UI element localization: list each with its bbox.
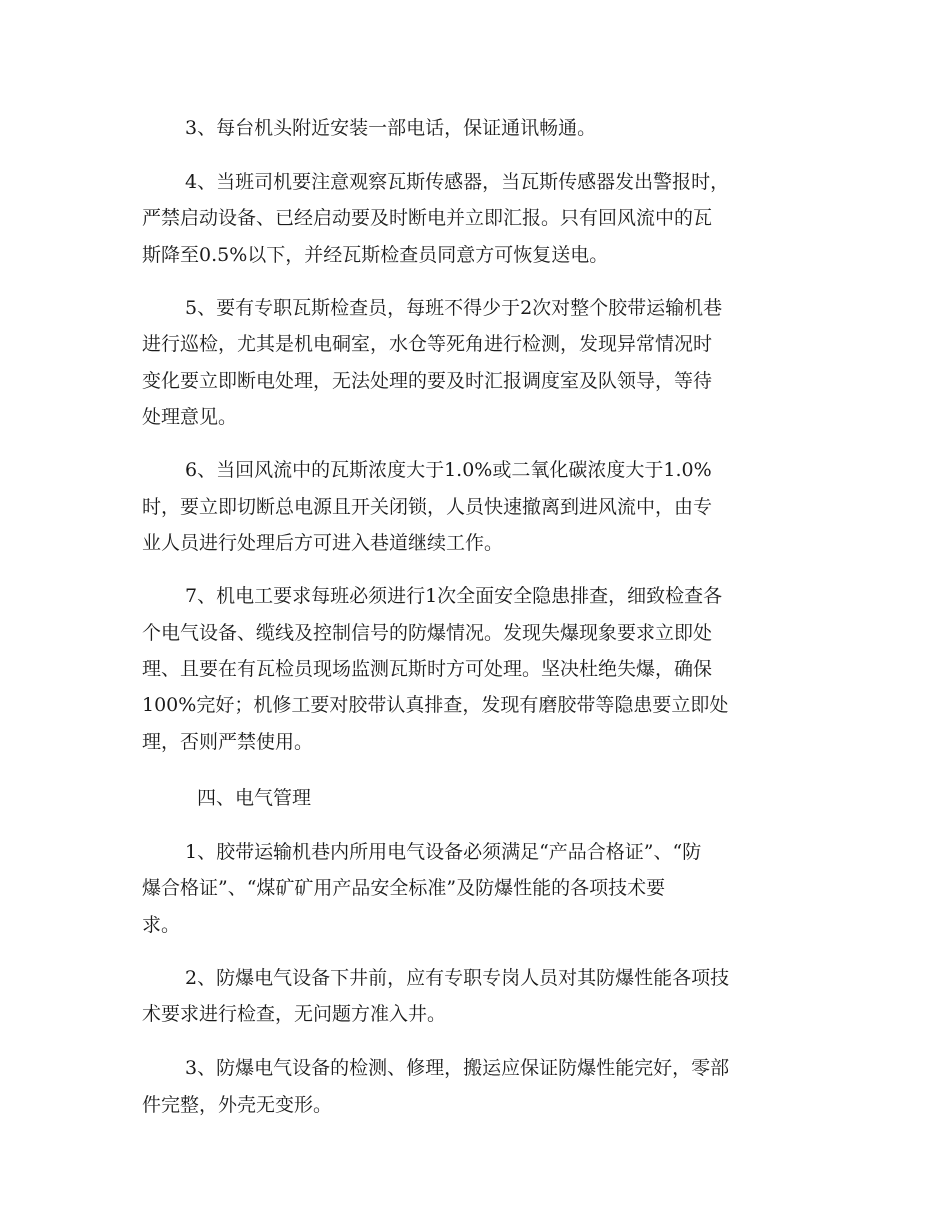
paragraph-5-line-2: 进行巡检，尤其是机电硐室，水仓等死角进行检测，发现异常情况时: [142, 333, 713, 355]
section-paragraph-3-line-1: 3、防爆电气设备的检测、修理，搬运应保证防爆性能完好，零部: [185, 1057, 730, 1079]
paragraph-5-line-1: 5、要有专职瓦斯检查员，每班不得少于2次对整个胶带运输机巷: [185, 297, 723, 319]
paragraph-6-line-2: 时，要立即切断总电源且开关闭锁，人员快速撤离到进风流中，由专: [142, 496, 713, 518]
paragraph-4-line-3: 斯降至0.5%以下，并经瓦斯检查员同意方可恢复送电。: [142, 244, 609, 266]
paragraph-4-line-2: 严禁启动设备、已经启动要及时断电并立即汇报。只有回风流中的瓦: [142, 207, 713, 229]
section-paragraph-3-line-2: 件完整，外壳无变形。: [142, 1094, 333, 1116]
section-heading: 四、电气管理: [197, 787, 312, 809]
section-paragraph-1-line-1: 1、胶带运输机巷内所用电气设备必须满足“产品合格证”、“防: [185, 841, 702, 863]
paragraph-6-line-1: 6、当回风流中的瓦斯浓度大于1.0%或二氧化碳浓度大于1.0%: [185, 459, 712, 481]
paragraph-7-line-4: 100%完好；机修工要对胶带认真排查，发现有磨胶带等隐患要立即处: [142, 694, 729, 716]
paragraph-7-line-2: 个电气设备、缆线及控制信号的防爆情况。发现失爆现象要求立即处: [142, 622, 713, 644]
section-paragraph-2-line-1: 2、防爆电气设备下井前，应有专职专岗人员对其防爆性能各项技: [185, 967, 730, 989]
paragraph-5-line-3: 变化要立即断电处理，无法处理的要及时汇报调度室及队领导，等待: [142, 370, 713, 392]
paragraph-3-line-1: 3、每台机头附近安装一部电话，保证通讯畅通。: [185, 117, 597, 139]
paragraph-6-line-3: 业人员进行处理后方可进入巷道继续工作。: [142, 532, 504, 554]
paragraph-4-line-1: 4、当班司机要注意观察瓦斯传感器，当瓦斯传感器发出警报时，: [185, 171, 730, 193]
paragraph-7-line-3: 理、且要在有瓦检员现场监测瓦斯时方可处理。坚决杜绝失爆，确保: [142, 658, 713, 680]
paragraph-7-line-5: 理，否则严禁使用。: [142, 731, 314, 753]
section-paragraph-2-line-2: 术要求进行检查，无问题方准入井。: [142, 1003, 447, 1025]
section-paragraph-1-line-2: 爆合格证”、“煤矿矿用产品安全标准”及防爆性能的各项技术要: [142, 877, 666, 899]
paragraph-7-line-1: 7、机电工要求每班必须进行1次全面安全隐患排查，细致检查各: [185, 585, 723, 607]
paragraph-5-line-4: 处理意见。: [142, 406, 238, 428]
section-paragraph-1-line-3: 求。: [142, 914, 181, 936]
